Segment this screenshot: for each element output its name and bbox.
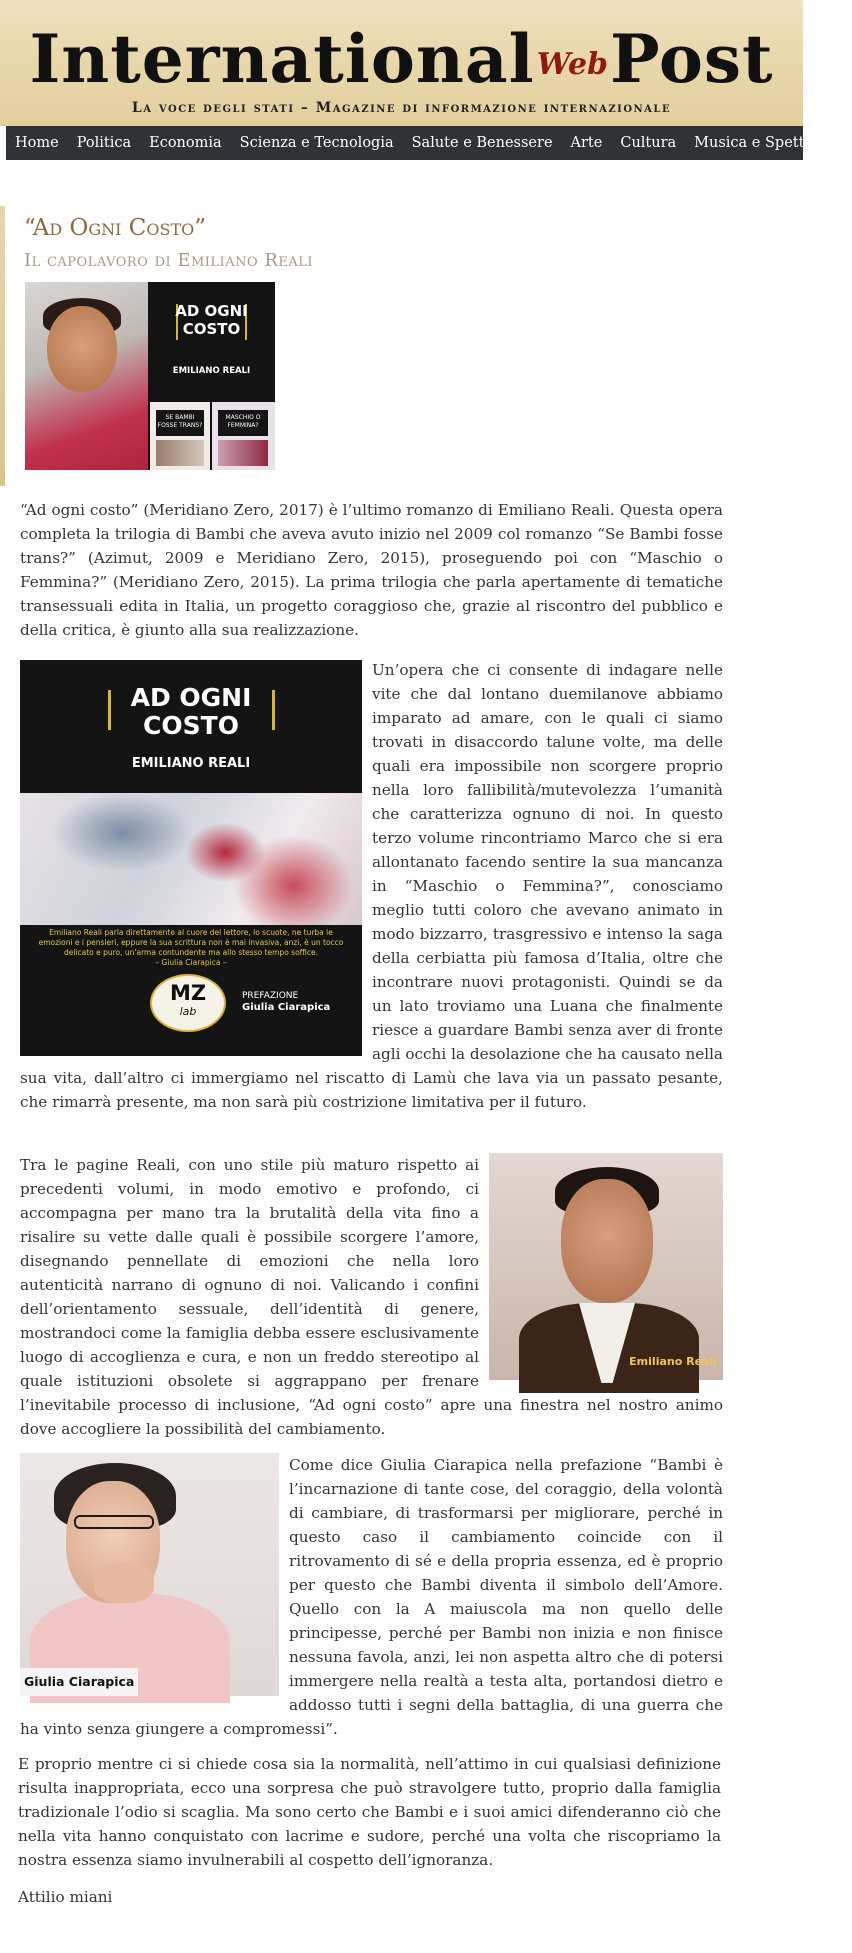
hero-cover-title-line2: COSTO bbox=[182, 320, 241, 338]
cover-title-line1: AD OGNI bbox=[130, 683, 252, 712]
cover-quote-author: – Giulia Ciarapica – bbox=[155, 958, 227, 967]
brand-international: International bbox=[29, 20, 535, 98]
giulia-ciarapica-photo bbox=[20, 1453, 279, 1696]
decorative-strip bbox=[0, 206, 5, 486]
nav-scienza-tecnologia[interactable]: Scienza e Tecnologia bbox=[239, 135, 394, 151]
article-paragraph-5: E proprio mentre ci si chiede cosa sia la normalità, nell’attimo in cui qualsiasi definizione risulta inappropriata, ecco una sorpresa che può stravolgere tutto, proprio dalla famiglia tradizionale l’odio si scaglia. Ma sono certo che Bambi e i suoi amici difenderanno ciò che nella vita hanno conquistato con lacrime e sudore, perché una volta che riscopriamo la nostra essenza siamo invulnerabili al cospetto dell’ignoranza. bbox=[18, 1755, 721, 1869]
article-section-2 bbox=[20, 658, 723, 1114]
article-paragraph-3: Tra le pagine Reali, con uno stile più maturo rispetto ai precedenti volumi, in modo emotivo e profondo, ci accompagna per mano tra la brutalità della vita fino a risalire su vette dalle quali è possibile scorgere l’amore, disegnando pennellate di emozioni che nella loro autenticità narrano di ognuno di noi. Valicando i confini dell’orientamento sessuale, dell’identità di genere, mostrandoci come la famiglia debba essere esclusivamente luogo di accoglienza e cura, e non un freddo stereotipo al quale istituzioni obsolete si aggrappano per frenare l’inevitabile processo di inclusione, “Ad ogni costo” apre una finestra nel nostro animo dove accogliere la possibilità del cambiamento. bbox=[20, 1156, 723, 1438]
mini-book-1-title: SE BAMBI FOSSE TRANS? bbox=[156, 410, 204, 436]
site-logo[interactable] bbox=[0, 20, 803, 98]
mini-book-2 bbox=[212, 402, 275, 470]
brand-web: Web bbox=[536, 47, 609, 82]
cover-quote-text: Emiliano Reali parla direttamente al cuore del lettore, lo scuote, ne turba le emozioni e i pensieri, eppure la sua scrittura non è mai invasiva, anzi, è un tocco delicato e puro, un'arma contundente ma allo stesso tempo soffice. bbox=[38, 928, 344, 957]
mini-book-1 bbox=[150, 402, 210, 470]
article-author-signature: Attilio miani bbox=[18, 1888, 113, 1906]
site-tagline: La voce degli stati – Magazine di informazione internazionale bbox=[131, 100, 672, 116]
nav-arte[interactable]: Arte bbox=[570, 135, 603, 151]
nav-economia[interactable]: Economia bbox=[149, 135, 222, 151]
publisher-logo-sub: lab bbox=[179, 1005, 197, 1018]
cover-preface bbox=[242, 990, 330, 1014]
cover-preface-label: PREFAZIONE bbox=[242, 991, 299, 1001]
mini-book-2-image bbox=[218, 440, 268, 466]
main-nav bbox=[6, 126, 844, 160]
woman-glasses bbox=[74, 1515, 154, 1529]
author-face bbox=[47, 306, 117, 392]
man-face bbox=[561, 1179, 653, 1303]
article-paragraph-4: Come dice Giulia Ciarapica nella prefazione “Bambi è l’incarnazione di tante cose, del coraggio, della volontà di cambiare, di trasformarsi per migliorare, perché in questo caso il cambiamento coincide con il ritrovamento di sé e della propria essenza, ed è proprio per questo che Bambi diventa il simbolo dell’Amore. Quello con la A maiuscola ma non quello delle principesse, perché per Bambi non inizia e non finisce nessuna favola, anzi, lei non aspetta altro che di potersi immergere nella realtà a testa alta, portandosi dietro e addosso tutti i segni della battaglia, di una guerra che ha vinto senza giungere a compromessi”. bbox=[20, 1456, 723, 1738]
hero-book-cover bbox=[148, 282, 275, 400]
nav-home[interactable]: Home bbox=[15, 135, 59, 151]
mini-book-2-title: MASCHIO O FEMMINA? bbox=[218, 410, 268, 436]
cover-artwork bbox=[20, 793, 362, 925]
article-title: “Ad Ogni Costo” bbox=[24, 215, 207, 241]
brand-post: Post bbox=[610, 20, 774, 98]
hero-image bbox=[25, 282, 275, 470]
cover-author: EMILIANO REALI bbox=[131, 756, 251, 771]
cover-title bbox=[20, 684, 362, 740]
publisher-logo-main: MZ bbox=[169, 981, 207, 1005]
hero-cover-title-line1: AD OGNI bbox=[175, 302, 248, 320]
photo-caption: Emiliano Reali bbox=[629, 1355, 717, 1368]
nav-cultura[interactable]: Cultura bbox=[620, 135, 677, 151]
book-cover-image bbox=[20, 660, 362, 1056]
article-subtitle: Il capolavoro di Emiliano Reali bbox=[24, 250, 314, 271]
photo-caption: Giulia Ciarapica bbox=[20, 1668, 138, 1696]
cover-quote bbox=[34, 928, 348, 968]
woman-hand bbox=[94, 1563, 154, 1603]
emiliano-reali-photo bbox=[489, 1153, 723, 1380]
nav-salute-benessere[interactable]: Salute e Benessere bbox=[411, 135, 553, 151]
article-section-3 bbox=[20, 1153, 723, 1441]
article-paragraph-1: “Ad ogni costo” (Meridiano Zero, 2017) è l’ultimo romanzo di Emiliano Reali. Questa opera completa la trilogia di Bambi che aveva avuto inizio nel 2009 col romanzo “Se Bambi fosse trans?” (Azimut, 2009 e Meridiano Zero, 2015), proseguendo poi con “Maschio o Femmina?” (Meridiano Zero, 2015). La prima trilogia che parla apertamente di tematiche transessuali edita in Italia, un progetto coraggioso che, grazie al riscontro del pubblico e della critica, è giunto alla sua realizzazione. bbox=[20, 501, 723, 639]
publisher-logo bbox=[150, 974, 226, 1032]
cover-title-line2: COSTO bbox=[143, 711, 239, 740]
article-paragraph-2: Un’opera che ci consente di indagare nelle vite che dal lontano duemilanove abbiamo imparato ad amare, con le quali ci siamo trovati in disaccordo talune volte, ma delle quali era impossibile non scorgere proprio nella loro fallibilità/mutevolezza l’umanità che caratterizza ognuno di noi. In questo terzo volume rincontriamo Marco che si era allontanato facendo sentire la sua mancanza in “Maschio o Femmina?”, conosciamo meglio tutti coloro che avevano animato in modo bizzarro, trasgressivo e intenso la saga della cerbiatta più famosa d’Italia, oltre che incontrare nuovi protagonisti. Quindi se da un lato troviamo una Luana che finalmente riesce a guardare Bambi senza aver di fronte agli occhi la desolazione che ha causato nella sua vita, dall’altro ci immergiamo nel riscatto di Lamù che lava via un passato pesante, che rimarrà presente, ma non sarà più costrizione limitativa per il futuro. bbox=[20, 661, 723, 1111]
masthead bbox=[0, 0, 803, 126]
cover-preface-name: Giulia Ciarapica bbox=[242, 1002, 331, 1013]
nav-musica-spettacolo[interactable]: Musica e Spettacolo bbox=[694, 135, 844, 151]
mini-book-1-image bbox=[156, 440, 204, 466]
hero-cover-title bbox=[148, 302, 275, 338]
nav-politica[interactable]: Politica bbox=[76, 135, 132, 151]
hero-cover-author: EMILIANO REALI bbox=[172, 366, 251, 376]
article-section-4 bbox=[20, 1453, 723, 1741]
